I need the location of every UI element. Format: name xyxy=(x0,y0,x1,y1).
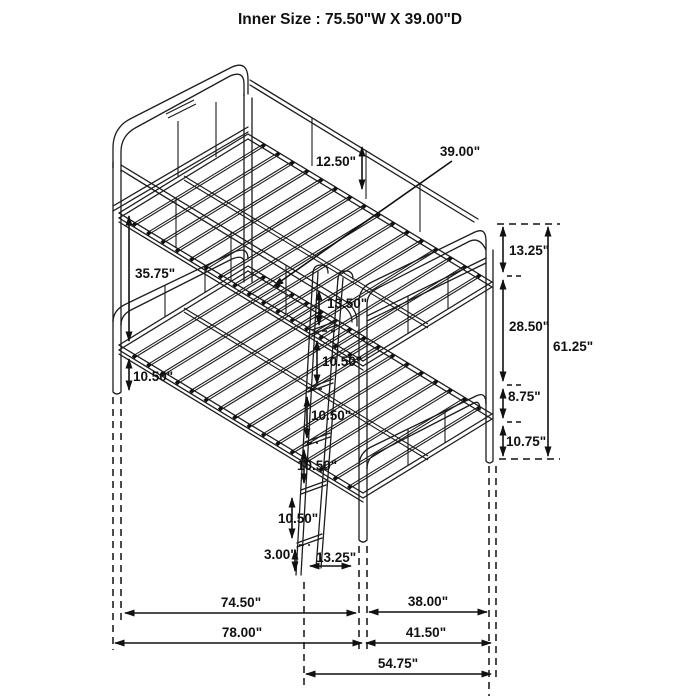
dim-overall-depth-label: 41.50" xyxy=(405,625,447,640)
dim-guardrail-height xyxy=(316,147,362,189)
dim-inner-width xyxy=(125,595,356,613)
dim-rung-gap-1-label: 10.50" xyxy=(322,354,363,369)
front-guardrail xyxy=(121,165,357,326)
dim-guardrail-height-label: 12.50" xyxy=(315,154,356,169)
dim-rung-gap-2-label: 10.50" xyxy=(311,408,352,423)
dim-under-clearance xyxy=(503,426,546,456)
right-leg xyxy=(486,241,493,463)
dim-diagonal-span-label: 54.75" xyxy=(377,656,419,671)
headboard-frame xyxy=(113,65,248,211)
dim-ladder-foot-height xyxy=(264,547,297,571)
dim-ladder-foot-offset-label: 13.25" xyxy=(316,550,357,565)
dim-lower-frame-height-label: 8.75" xyxy=(508,389,541,404)
front-leg-projection xyxy=(359,546,367,650)
dim-lower-frame-height xyxy=(503,389,541,418)
dim-overall-height xyxy=(548,227,593,456)
dim-top-inner-depth-label: 39.00" xyxy=(439,144,481,159)
bed-legs xyxy=(113,94,493,542)
left-leg xyxy=(113,162,121,394)
dim-ladder-foot-height-label: 3.00" xyxy=(264,547,297,562)
bed-drawing xyxy=(113,65,493,575)
dim-ladder-foot-offset xyxy=(310,550,356,566)
dim-overall-width xyxy=(115,625,362,643)
dim-upper-frame-height xyxy=(503,227,549,272)
dim-inner-width-label: 74.50" xyxy=(220,595,262,610)
diagram-title: Inner Size : 75.50"W X 39.00"D xyxy=(237,11,463,28)
dim-under-clearance-label: 10.75" xyxy=(506,434,547,449)
dim-lower-deck-height-label: 10.50" xyxy=(133,369,174,384)
dim-between-decks-label: 28.50" xyxy=(509,319,550,334)
dim-between-decks xyxy=(503,280,549,381)
left-leg-projection xyxy=(113,397,121,650)
dim-inner-depth-label: 38.00" xyxy=(407,594,449,609)
dim-rung-gap-3-label: 10.50" xyxy=(297,458,338,473)
dim-inner-depth xyxy=(369,594,487,612)
right-leg-projection xyxy=(489,466,496,696)
dim-overall-height-label: 61.25" xyxy=(553,339,594,354)
dim-ladder-top-gap-label: 13.50" xyxy=(327,296,368,311)
back-guardrail-balusters xyxy=(312,118,420,232)
dim-overall-width-label: 78.00" xyxy=(221,625,263,640)
upper-footboard-balusters xyxy=(408,277,448,333)
dim-rung-gap-4-label: 10.50" xyxy=(278,511,319,526)
dim-diagonal-span xyxy=(306,656,491,674)
dim-side-gap-label: 35.75" xyxy=(135,266,176,281)
dim-side-gap xyxy=(129,216,175,341)
front-guardrail-balusters xyxy=(176,198,286,314)
dim-overall-depth xyxy=(366,625,491,643)
dim-ladder-top-gap xyxy=(319,291,367,325)
dim-upper-frame-height-label: 13.25" xyxy=(509,243,550,258)
